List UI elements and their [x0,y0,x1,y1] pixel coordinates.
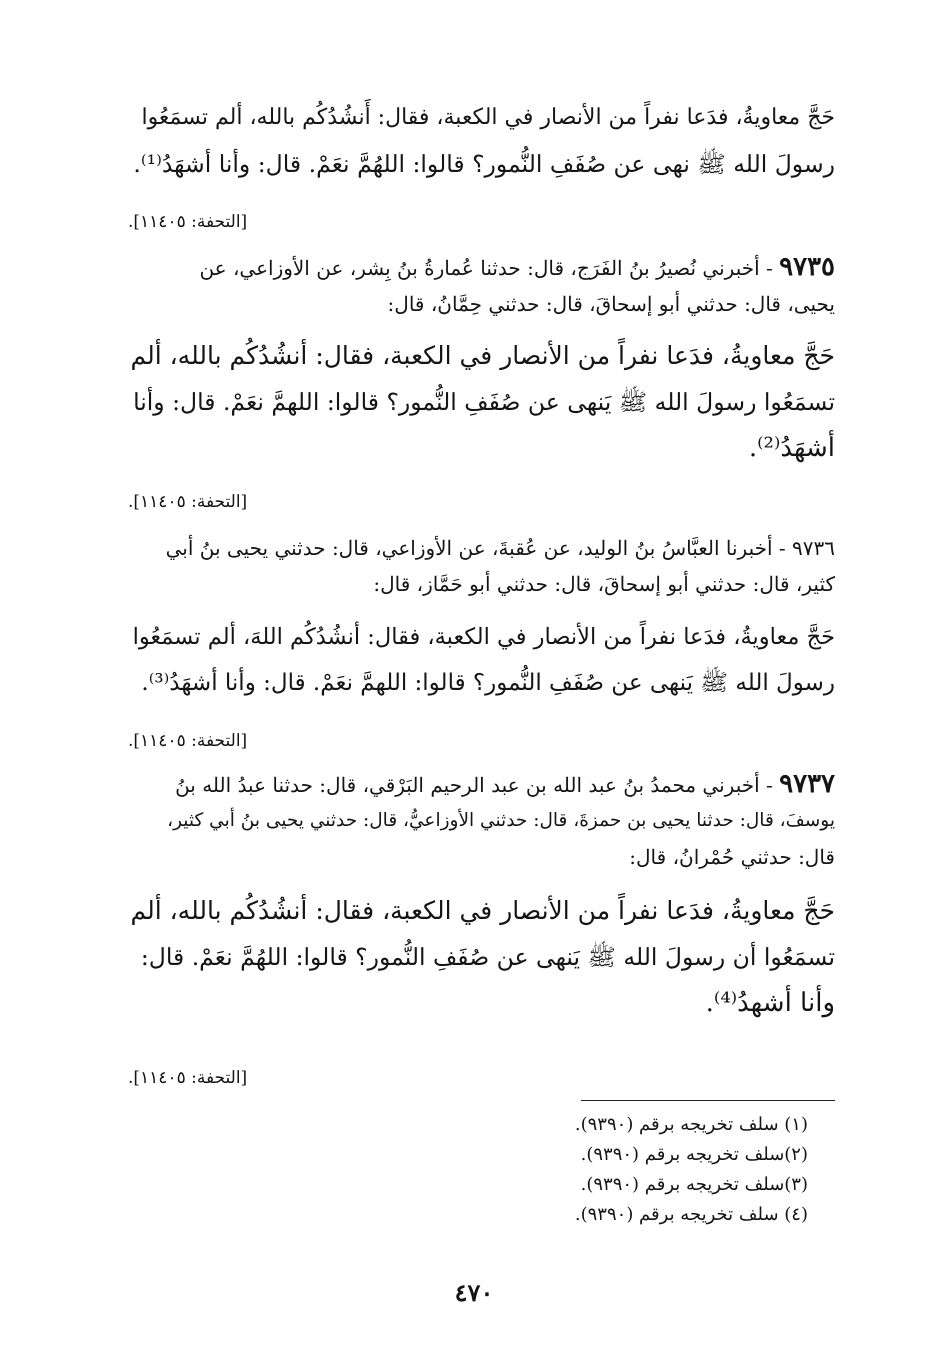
tuhfa-reference: [التحفة: ١١٤٠٥]. [128,1068,248,1088]
text-line: يوسفَ، قال: حدثنا يحيى بن حمزةَ، قال: حدثني الأوزاعيُّ، قال: حدثني يحيى بنُ أبي كثير، [167,810,835,831]
footnote: (٤) سلف تخريجه برقم (٩٣٩٠). [574,1204,808,1225]
text-line: يحيى، قال: حدثني أبو إسحاقَ، قال: حدثني حِمَّانُ، قال: [387,292,835,316]
hadith-number: ٩٧٣٥ [779,252,835,282]
footnote: (٢)سلف تخريجه برقم (٩٣٩٠). [580,1144,808,1165]
tuhfa-reference: [التحفة: ١١٤٠٥]. [128,212,248,232]
text-line: تسمَعُوا أن رسولَ الله ﷺ يَنهى عن صُفَفِ النُّمور؟ قالوا: اللهُمَّ نعَمْ. قال: [140,943,835,971]
tuhfa-reference: [التحفة: ١١٤٠٥]. [128,731,248,751]
hadith-number: ٩٧٣٧ [779,769,835,799]
text-line: حَجَّ معاويةُ، فدَعا نفراً من الأنصار في الكعبة، فقال: أَنشُدُكُم بالله، ألم تسمَعُوا [141,105,835,130]
footnotes [575,1110,808,1230]
text-line: قال: حدثني حُمْرانُ، قال: [629,845,835,869]
text-line: تسمَعُوا رسولَ الله ﷺ يَنهى عن صُفَفِ النُّمور؟ قالوا: اللهمَّ نعَمْ. قال: وأنا [133,388,835,416]
hadith-text [128,333,835,471]
text-line: أشهَدُ⁽²⁾. [748,433,835,463]
footnote-separator [581,1100,835,1101]
text-line [128,766,835,803]
isnad-text [128,530,835,602]
hadith-text [128,614,835,706]
footnote: (١) سلف تخريجه برقم (٩٣٩٠). [574,1114,808,1135]
text-line: رسولَ الله ﷺ نهى عن صُفَفِ النُّمور؟ قالوا: اللهُمَّ نعَمْ. قال: وأنا أشهَدُ⁽¹⁾. [133,150,835,178]
text-line: رسولَ الله ﷺ يَنهى عن صُفَفِ النُّمور؟ قالوا: اللهمَّ نعَمْ. قال: وأنا أشهَدُ⁽³⁾. [141,670,835,696]
page-number: ٤٧٠ [454,1278,494,1307]
text-segment: - أخبرنا العبَّاسُ بنُ الوليد، عن عُقبةَ، عن الأوزاعي، قال: حدثني يحيى بنُ أبي [165,536,786,560]
text-line: وأنا أشهدُ⁽⁴⁾. [705,988,835,1018]
isnad-text [128,249,835,322]
text-line: حَجَّ معاويةُ، فدَعا نفراً من الأنصار في الكعبة، فقال: أنشُدُكُم بالله، ألم [130,341,835,370]
footnote: (٣)سلف تخريجه برقم (٩٣٩٠). [580,1174,808,1195]
hadith-number: ٩٧٣٦ [792,536,835,560]
text-line: حَجَّ معاويةُ، فدَعا نفراً من الأنصار في الكعبة، فقال: أنشُدُكُم بالله، ألم [130,896,835,925]
isnad-text [128,766,835,875]
text-line [128,249,835,286]
hadith-text [128,888,835,1026]
text-segment: - أخبرني محمدُ بنُ عبد الله بن عبد الرحيم البَرْقي، قال: حدثنا عبدُ الله بنُ [175,773,773,797]
text-line [128,530,835,566]
hadith-text [128,95,835,187]
tuhfa-reference: [التحفة: ١١٤٠٥]. [128,492,248,512]
text-line: كثير، قال: حدثني أبو إسحاقَ، قال: حدثني أبو حَمَّاز، قال: [373,572,835,596]
text-segment: - أخبرني نُصيرُ بنُ الفَرَج، قال: حدثنا عُمارةُ بنُ بِشر، عن الأوزاعي، عن [199,256,773,280]
text-line: حَجَّ معاويةُ، فدَعا نفراً من الأنصار في الكعبة، فقال: أنشُدُكُم اللهَ، ألم تسمَعُوا [132,624,835,650]
